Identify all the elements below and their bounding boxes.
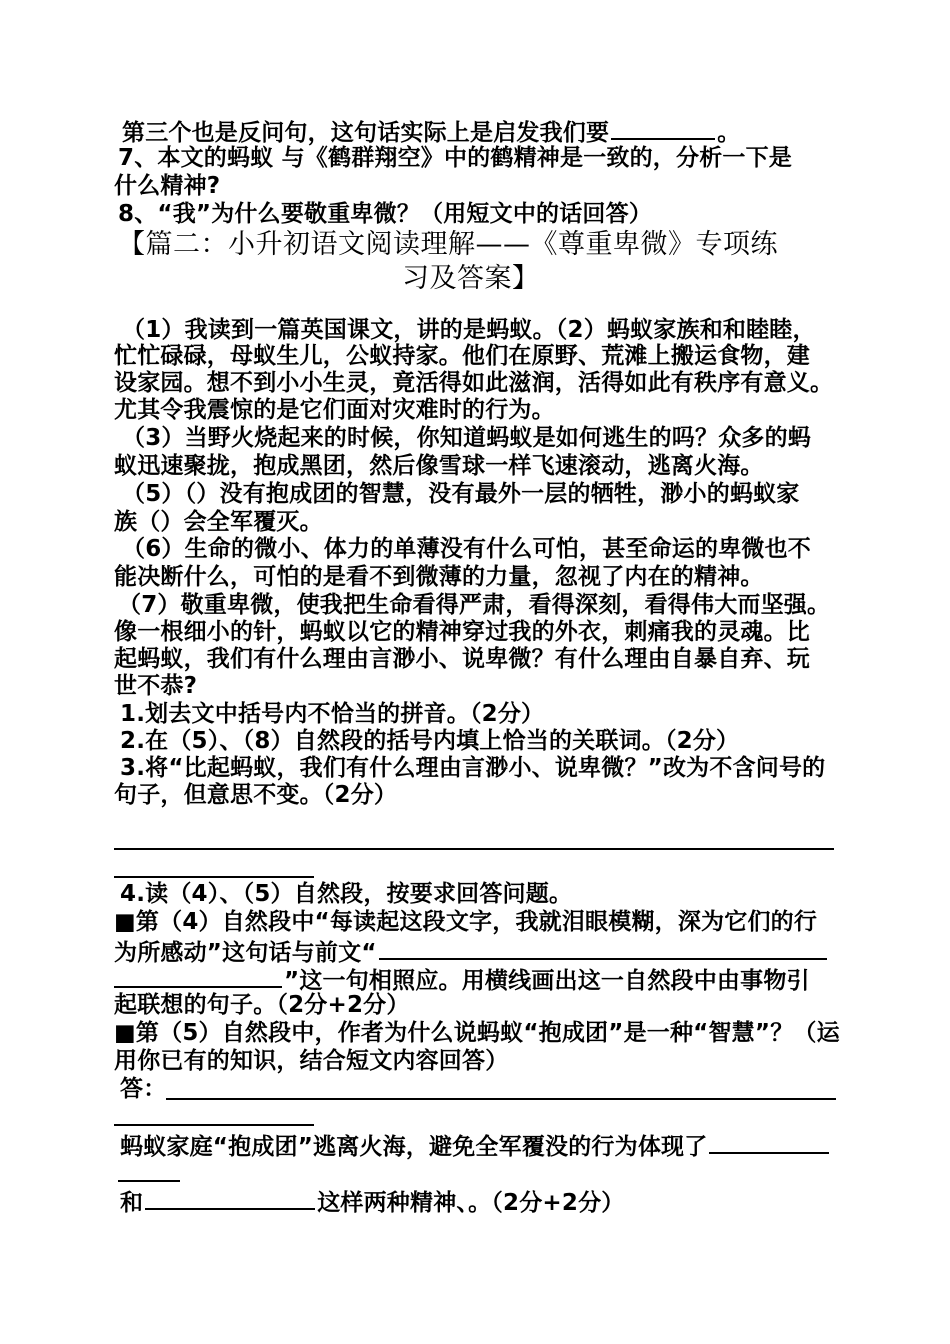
- answer-blank[interactable]: [114, 964, 282, 988]
- answer-line[interactable]: [114, 1124, 314, 1126]
- question-4b-line-1: ■第（5）自然段中，作者为什么说蚂蚁“抱成团”是一种“智慧”？（运: [114, 1020, 840, 1046]
- passage-line: 起蚂蚁，我们有什么理由言渺小、说卑微？有什么理由自暴自弃、玩: [114, 646, 810, 672]
- passage-line: 设家园。想不到小小生灵，竟活得如此滋润，活得如此有秩序有意义。: [114, 370, 834, 396]
- passage-line: 像一根细小的针，蚂蚁以它的精神穿过我的外衣，刺痛我的灵魂。比: [114, 619, 810, 645]
- text-segment: 蚂蚁家庭“抱成团”逃离火海，避免全军覆没的行为体现了: [120, 1134, 708, 1160]
- question-4a-line-4: 起联想的句子。（2分+2分）: [114, 992, 410, 1018]
- text-segment: 第三个也是反问句，这句话实际上是启发我们要: [122, 120, 610, 146]
- question-3-line-2: 句子，但意思不变。（2分）: [114, 782, 398, 808]
- answer-blank[interactable]: [709, 1130, 829, 1154]
- text-segment: 为所感动”这句话与前文“: [114, 940, 377, 966]
- question-4c-line-2: [120, 1186, 624, 1217]
- answer-line[interactable]: [114, 848, 834, 850]
- question-4a-line-1: ■第（4）自然段中“每读起这段文字，我就泪眼模糊，深为它们的行: [114, 909, 818, 935]
- answer-blank[interactable]: [379, 936, 827, 960]
- text-segment: ”这一句相照应。用横线画出这一自然段中由事物引: [284, 968, 810, 994]
- passage-line: 能决断什么，可怕的是看不到微薄的力量，忽视了内在的精神。: [114, 564, 764, 590]
- passage-line: （5）（）没有抱成团的智慧，没有最外一层的牺牲，渺小的蚂蚁家: [122, 481, 800, 507]
- passage-line: （7）敬重卑微，使我把生命看得严肃，看得深刻，看得伟大而坚强。: [118, 592, 831, 618]
- question-2: 2.在（5）、（8）自然段的括号内填上恰当的关联词。（2分）: [120, 728, 740, 754]
- passage-line: （6）生命的微小、体力的单薄没有什么可怕，甚至命运的卑微也不: [122, 536, 812, 562]
- question-4a-line-2: [114, 936, 829, 967]
- question-3-line-1: 3.将“比起蚂蚁，我们有什么理由言渺小、说卑微？”改为不含问号的: [120, 755, 826, 781]
- text-segment: 和: [120, 1190, 144, 1216]
- answer-blank[interactable]: [145, 1186, 315, 1210]
- text-segment: 。: [717, 120, 741, 146]
- question-8: 8、“我”为什么要敬重卑微？（用短文中的话回答）: [118, 201, 653, 227]
- answer-line[interactable]: [118, 1180, 180, 1182]
- passage-line: 世不恭?: [114, 673, 198, 699]
- passage-line: 尤其令我震惊的是它们面对灾难时的行为。: [114, 397, 555, 423]
- question-7-line-1: 7、本文的蚂蚁 与《鹤群翔空》中的鹤精神是一致的，分析一下是: [118, 145, 793, 171]
- passage-line: 族（）会全军覆灭。: [114, 509, 323, 535]
- passage-line: （3）当野火烧起来的时候，你知道蚂蚁是如何逃生的吗？众多的蚂: [122, 425, 812, 451]
- question-1: 1.划去文中括号内不恰当的拼音。（2分）: [120, 701, 545, 727]
- text-line: [122, 116, 740, 147]
- question-4c-line-1: [120, 1130, 831, 1161]
- section-heading-line-1: 【篇二：小升初语文阅读理解——《尊重卑微》专项练: [118, 229, 778, 260]
- question-7-line-2: 什么精神?: [114, 173, 221, 199]
- question-4: 4.读（4）、（5）自然段，按要求回答问题。: [120, 881, 573, 907]
- answer-line[interactable]: [166, 1098, 836, 1100]
- passage-line: 蚁迅速聚拢，抱成黑团，然后像雪球一样飞速滚动，逃离火海。: [114, 453, 764, 479]
- section-heading-line-2: 习及答案】: [402, 263, 540, 294]
- answer-line[interactable]: [114, 876, 314, 878]
- answer-label: 答：: [120, 1076, 167, 1102]
- answer-blank[interactable]: [611, 116, 715, 140]
- passage-line: 忙忙碌碌，母蚁生儿，公蚁持家。他们在原野、荒滩上搬运食物，建: [114, 343, 810, 369]
- question-4b-line-2: 用你已有的知识，结合短文内容回答）: [114, 1048, 509, 1074]
- passage-line: （1）我读到一篇英国课文，讲的是蚂蚁。（2）蚂蚁家族和和睦睦，: [122, 317, 816, 343]
- text-segment: 这样两种精神、。（2分+2分）: [317, 1190, 625, 1216]
